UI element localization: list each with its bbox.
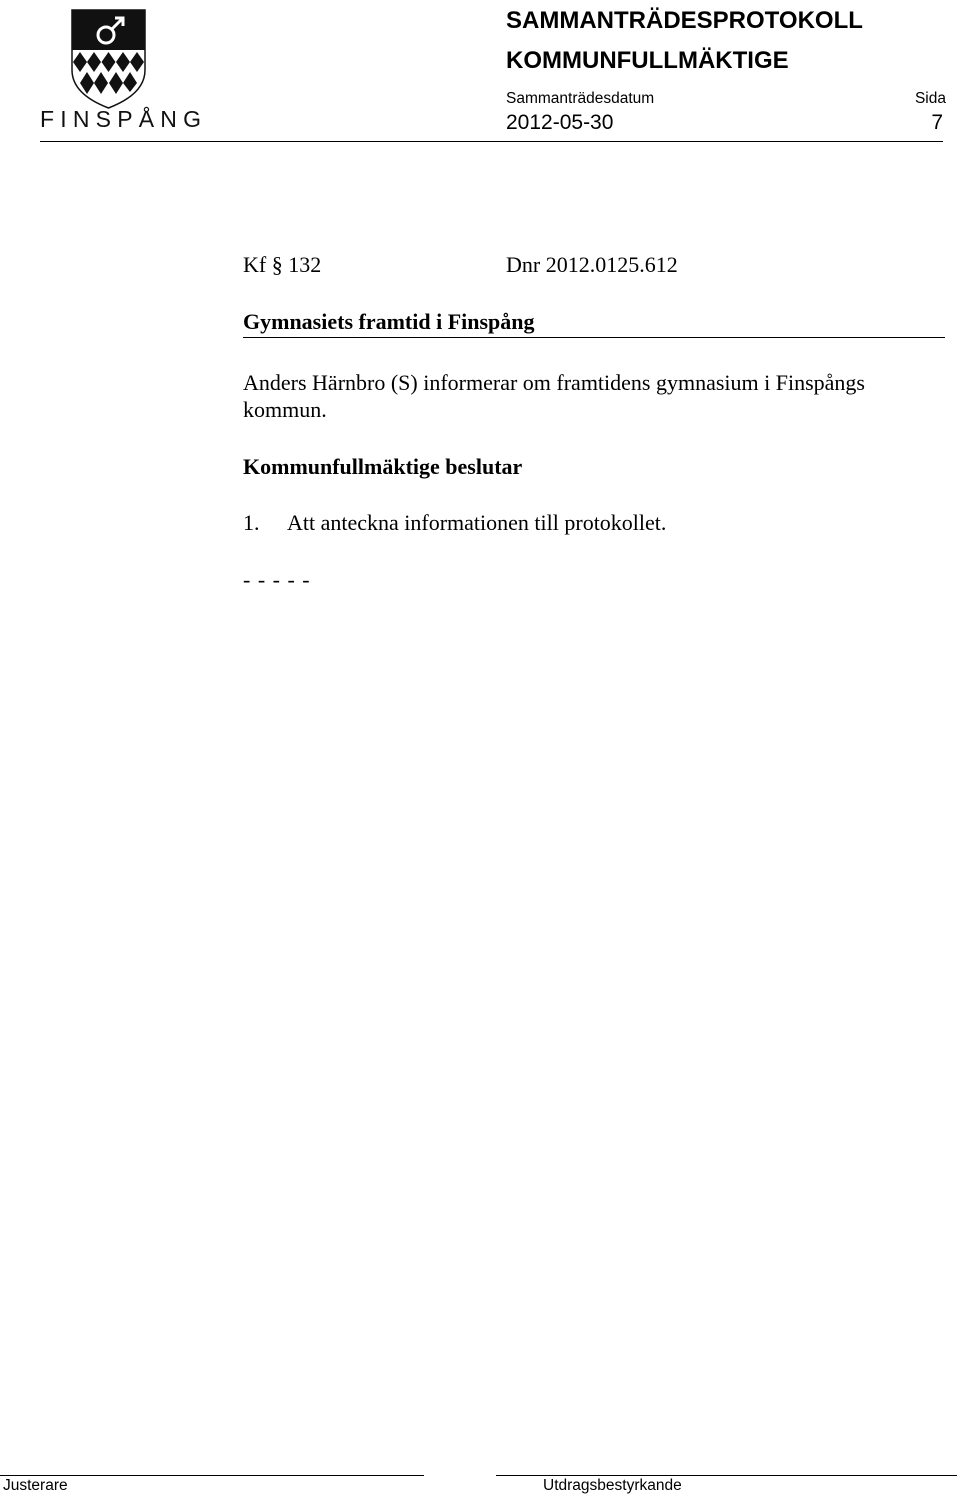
adjuster-label: Justerare bbox=[3, 1477, 68, 1494]
end-marker: - - - - - bbox=[243, 567, 311, 592]
item-title: Gymnasiets framtid i Finspång bbox=[243, 309, 535, 334]
paragraph-reference: Kf § 132 bbox=[243, 252, 322, 277]
header-divider bbox=[40, 141, 943, 142]
footer-divider-right bbox=[496, 1475, 957, 1476]
extract-certification-label: Utdragsbestyrkande bbox=[543, 1477, 682, 1494]
document-type-title: SAMMANTRÄDESPROTOKOLL bbox=[506, 7, 863, 34]
decision-number: 1. bbox=[243, 510, 260, 535]
decision-text: Att anteckna informationen till protokollet. bbox=[287, 510, 667, 535]
page-number: 7 bbox=[931, 111, 943, 134]
page-label: Sida bbox=[914, 90, 946, 107]
title-underline bbox=[243, 337, 945, 338]
intro-text-line-2: kommun. bbox=[243, 397, 327, 422]
decision-heading: Kommunfullmäktige beslutar bbox=[243, 454, 523, 479]
governing-body-title: KOMMUNFULLMÄKTIGE bbox=[506, 47, 789, 74]
intro-text-line-1: Anders Härnbro (S) informerar om framtidens gymnasium i Finspångs bbox=[243, 370, 865, 395]
meeting-date-label: Sammanträdesdatum bbox=[506, 90, 655, 107]
diary-number: Dnr 2012.0125.612 bbox=[506, 252, 678, 277]
footer-divider-left bbox=[0, 1475, 424, 1476]
meeting-date-value: 2012-05-30 bbox=[506, 111, 614, 134]
logo-wordmark: FINSPÅNG bbox=[40, 106, 208, 132]
